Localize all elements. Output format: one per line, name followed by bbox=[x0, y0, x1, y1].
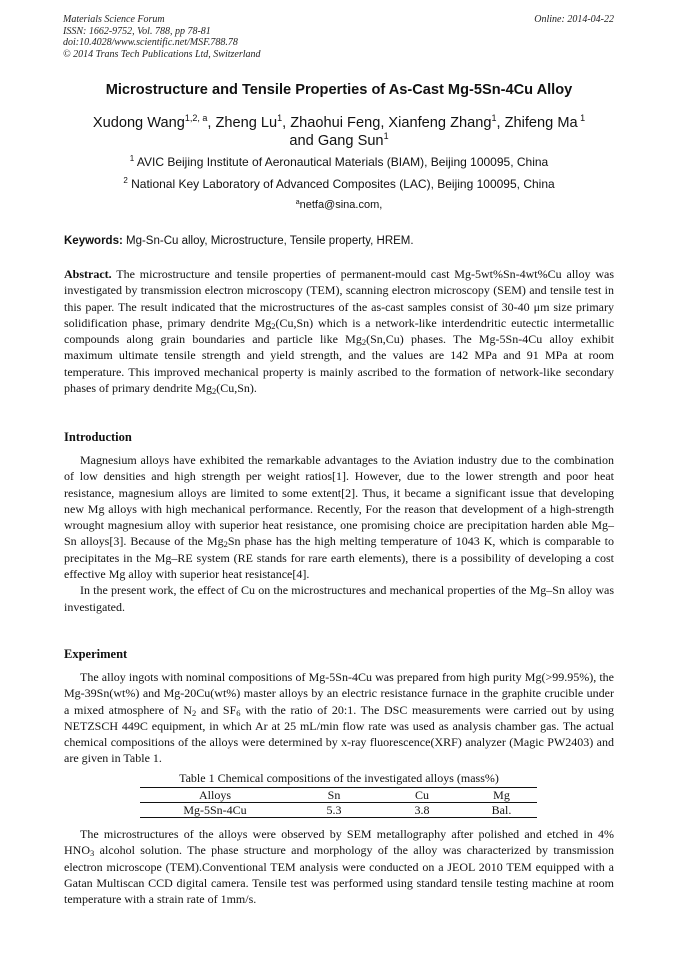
keywords-text: Mg-Sn-Cu alloy, Microstructure, Tensile property, HREM. bbox=[122, 235, 414, 247]
author: Xudong Wang$^{1,2, a}$, bbox=[92, 113, 216, 131]
online-date: Online: 2014-04-22 bbox=[534, 14, 614, 25]
abstract-label: Abstract. bbox=[64, 267, 112, 281]
composition-table bbox=[140, 787, 537, 818]
doi: doi:10.4028/www.scientific.net/MSF.788.78 bbox=[63, 37, 238, 48]
author: Zhifeng Ma $^1$ bbox=[504, 113, 586, 131]
paragraph: In the present work, the effect of Cu on the microstructures and mechanical properties of the Mg–Sn alloy was investigated. bbox=[64, 583, 614, 614]
table-header-row bbox=[140, 788, 537, 803]
table-header-cell: Sn bbox=[290, 788, 378, 803]
paragraph: Magnesium alloys have exhibited the remarkable advantages to the Aviation industry due to the combination of low densities and high strength per weight ratios[1]. However, due to the lower strength and poor heat resistance, magnesium alloys are limited to some extent[2]. Thus, it became a significant issue that developing new Mg alloys with high mechanical performance. Recently, For the reason that development of a high-strength wrought magnesium alloy with superior heat resistance, one promising choice are precipitation harden able Mg–Sn alloys[3]. Because of the $Mg_2Sn$ phase has the high melting temperature of 1043 K, which is comparable to precipitates in the Mg–RE system (RE stands for rare earth elements), there is a possibility of developing a cost effective Mg alloy with superior heat resistance[4]. bbox=[64, 453, 614, 582]
author: Gang Sun$^1$ bbox=[317, 131, 389, 149]
section-heading-introduction: Introduction bbox=[64, 430, 132, 444]
copyright: © 2014 Trans Tech Publications Ltd, Switzerland bbox=[63, 48, 261, 60]
table-cell: 5.3 bbox=[290, 803, 378, 818]
keywords bbox=[64, 235, 414, 247]
introduction-body bbox=[64, 452, 614, 615]
table-cell: Mg-5Sn-4Cu bbox=[140, 803, 290, 818]
section-heading-experiment: Experiment bbox=[64, 647, 128, 661]
journal-header bbox=[63, 14, 261, 60]
table-header-cell: Alloys bbox=[140, 788, 290, 803]
paragraph: The alloy ingots with nominal compositions of Mg-5Sn-4Cu was prepared from high purity Mg(>99.95%), the Mg-39Sn(wt%) and Mg-20Cu(wt%) master alloys by an electric resistance furnace in the graphite crucible under a mixed atmosphere of $N_2$ and $SF_6$ with the ratio of 20:1. The DSC measurements were carried out by using NETZSCH 449C equipment, in which Ar at 25 mL/min flow rate was used as analysis chamber gas. The actual chemical compositions of the alloys were determined by x-ray fluorescence(XRF) analyzer (Magic PW2403) and are given in Table 1. bbox=[64, 670, 614, 766]
abstract: Abstract. The microstructure and tensile properties of permanent-mould cast Mg-5wt%Sn-4wt%Cu alloy was investigated by transmission electron microscopy (TEM), scanning electron microscopy (SEM) and tensile test in this paper. The result indicated that the microstructures of the as-cast samples consist of 30-40 μm size primary solidification phase, primary dendrite $Mg_2(Cu,Sn)$ which is a network-like interdendritic eutectic intermetallic compounds along grain boundaries and particle like $Mg_2(Sn,Cu)$ phases. The Mg-5Sn-4Cu alloy exhibit maximum ultimate tensile strength and yield strength, and the values are 142 MPa and 91 MPa at room temperature. This improved mechanical property is mainly ascribed to the formation of network-like secondary phases of primary dendrite $Mg_2(Cu,Sn)$. bbox=[64, 267, 615, 397]
author: Xianfeng Zhang$^1$, bbox=[388, 113, 505, 131]
keywords-label: Keywords: bbox=[64, 235, 123, 247]
author: Zheng Lu$^1$, bbox=[215, 113, 291, 131]
table-cell: 3.8 bbox=[378, 803, 466, 818]
author: Zhaohui Feng, bbox=[290, 115, 389, 131]
table-header-cell: Mg bbox=[466, 788, 537, 803]
table-cell: Bal. bbox=[466, 803, 537, 818]
paper-title: Microstructure and Tensile Properties of As-Cast Mg-5Sn-4Cu Alloy bbox=[105, 82, 573, 98]
table-header-cell: Cu bbox=[378, 788, 466, 803]
table-row bbox=[140, 803, 537, 818]
experiment-body bbox=[64, 669, 614, 767]
issn: ISSN: 1662-9752, Vol. 788, pp 78-81 bbox=[63, 25, 211, 37]
author-list: Xudong Wang$^{1,2, a}$, Zheng Lu$^1$, Zhaohui Feng, Xianfeng Zhang$^1$, Zhifeng Ma $^1$ and Gang Sun$^1$ bbox=[92, 113, 586, 149]
affiliation-1: $^1$ AVIC Beijing Institute of Aeronautical Materials (BIAM), Beijing 100095, China bbox=[129, 154, 549, 169]
journal-name: Materials Science Forum bbox=[63, 14, 165, 25]
paragraph: The microstructures of the alloys were observed by SEM metallography after polished and etched in 4% $HNO_3$ alcohol solution. The phase structure and morphology of the alloy was characterized by transmission electron microscope (TEM).Conventional TEM analysis were conducted on a JEOL 2010 TEM equipped with a Gatan Multiscan CCD digital camera. Tensile test was performed using standard tensile testing machine at room temperature with a strain rate of 1mm/s. bbox=[64, 827, 614, 907]
affiliation-2: $^2$ National Key Laboratory of Advanced Composites (LAC), Beijing 100095, China bbox=[123, 176, 555, 191]
corresponding-email: $^a$netfa@sina.com, bbox=[295, 199, 383, 211]
experiment-body-continued bbox=[64, 826, 614, 907]
table-caption: Table 1 Chemical compositions of the investigated alloys (mass%) bbox=[179, 771, 499, 785]
